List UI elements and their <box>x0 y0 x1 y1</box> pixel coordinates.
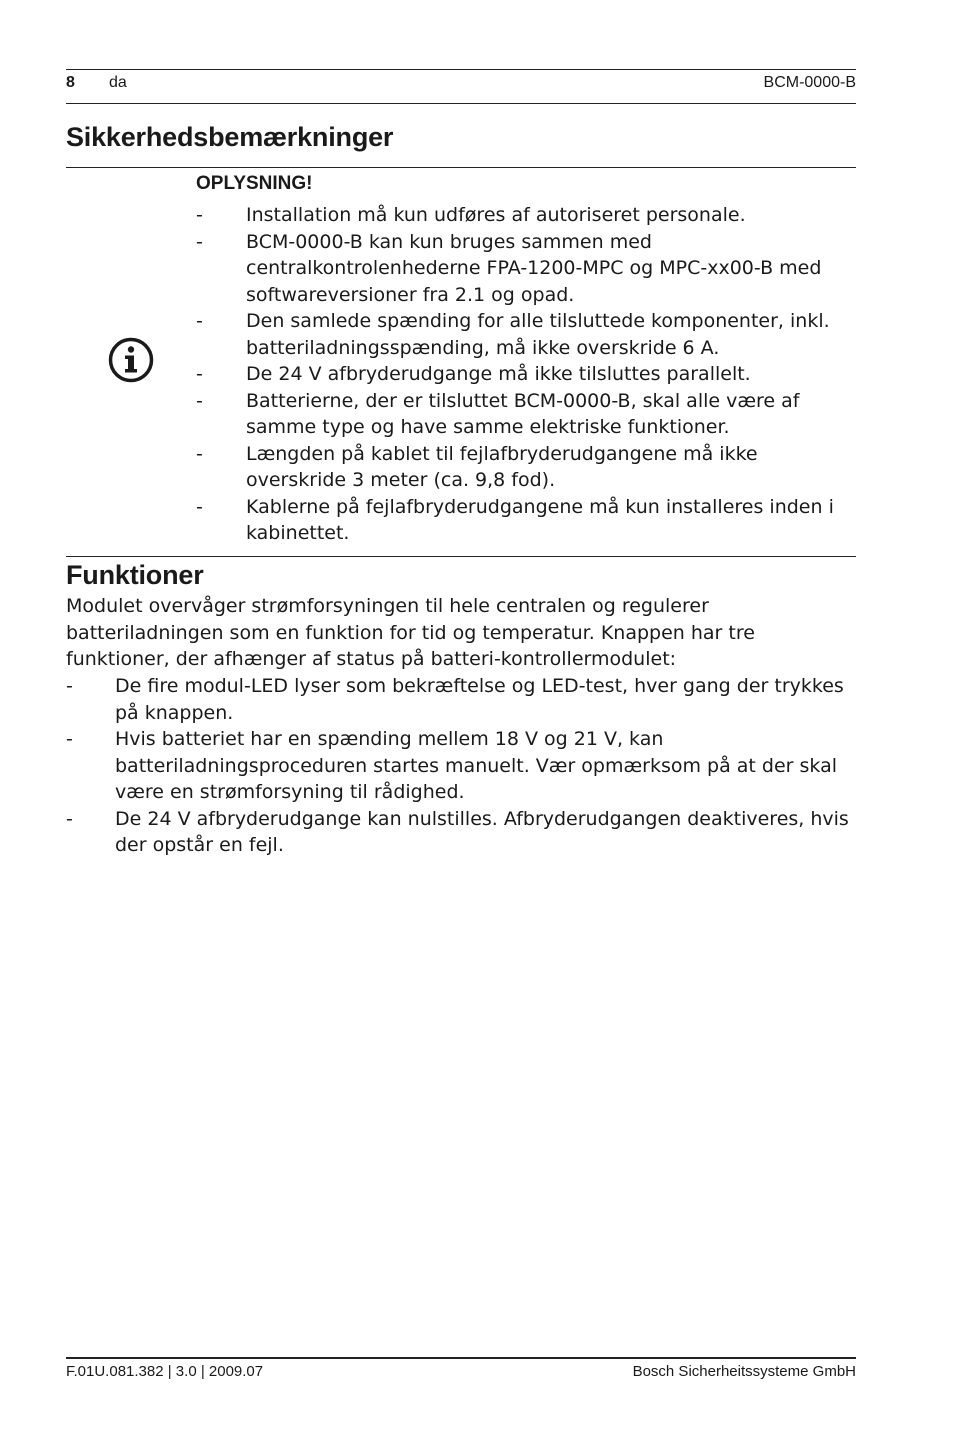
safety-notice-box <box>66 167 856 557</box>
section-title-functions: Funktioner <box>66 560 204 590</box>
list-item-text: De fire modul-LED lyser som bekræftelse og LED-test, hver gang der trykkes på knappen. <box>115 675 844 724</box>
list-item <box>196 361 856 388</box>
functions-list <box>66 673 856 859</box>
model-name: BCM-0000-B <box>763 74 856 91</box>
company-name: Bosch Sicherheitssysteme GmbH <box>632 1363 856 1380</box>
list-dash: - <box>196 442 203 465</box>
list-dash: - <box>196 363 203 385</box>
list-dash: - <box>196 230 203 253</box>
list-dash: - <box>196 310 203 332</box>
list-item <box>196 229 856 309</box>
list-item-text: De 24 V afbryderudgange må ikke tilsluttes parallelt. <box>246 363 751 385</box>
list-dash: - <box>196 204 203 226</box>
list-item <box>196 202 856 229</box>
list-item-text: Installation må kun udføres af autoriseret personale. <box>246 204 746 226</box>
list-dash: - <box>66 728 73 750</box>
list-item <box>66 673 856 726</box>
list-item-text: Batterierne, der er tilsluttet BCM-0000-B, skal alle være af samme type og have samme elektriske funktioner. <box>246 389 800 438</box>
info-icon <box>108 337 154 383</box>
list-dash: - <box>66 675 73 697</box>
list-item-text: Kablerne på fejlafbryderudgangene må kun installeres inden i kabinettet. <box>246 495 834 544</box>
list-item-text: Længden på kablet til fejlafbryderudgangene må ikke overskride 3 meter (ca. 9,8 fod). <box>246 442 758 491</box>
list-dash: - <box>196 495 203 518</box>
list-item <box>196 308 856 361</box>
page-header <box>66 69 856 104</box>
notice-label: OPLYSNING! <box>196 173 313 194</box>
language-code: da <box>109 74 127 91</box>
page-number: 8 <box>66 74 75 91</box>
list-dash: - <box>196 389 203 412</box>
document-id: F.01U.081.382 | 3.0 | 2009.07 <box>66 1363 264 1380</box>
list-item-text: BCM-0000-B kan kun bruges sammen med centralkontrolenhederne FPA-1200-MPC og MPC-xx00-B med softwareversioner fra 2.1 og opad. <box>246 230 822 306</box>
list-item <box>66 806 856 859</box>
functions-intro: Modulet overvåger strømforsyningen til hele centralen og regulerer batteriladningen som en funktion for tid og temperatur. Knappen har tre funktioner, der afhænger af status på batteri-kontrollermodulet: <box>66 595 755 670</box>
list-dash: - <box>66 807 73 830</box>
safety-notice-list <box>196 202 856 547</box>
list-item-text: De 24 V afbryderudgange kan nulstilles. Afbryderudgangen deaktiveres, hvis der opstår en fejl. <box>115 807 849 856</box>
list-item <box>196 494 856 547</box>
list-item <box>196 441 856 494</box>
list-item <box>196 388 856 441</box>
list-item-text: Den samlede spænding for alle tilsluttede komponenter, inkl. batteriladningsspænding, må ikke overskride 6 A. <box>246 310 830 359</box>
section-title-safety: Sikkerhedsbemærkninger <box>66 122 394 152</box>
list-item <box>66 726 856 806</box>
page-footer <box>66 1357 856 1389</box>
list-item-text: Hvis batteriet har en spænding mellem 18 V og 21 V, kan batteriladningsproceduren startes manuelt. Vær opmærksom på at der skal være en strømforsyning til rådighed. <box>115 728 837 803</box>
